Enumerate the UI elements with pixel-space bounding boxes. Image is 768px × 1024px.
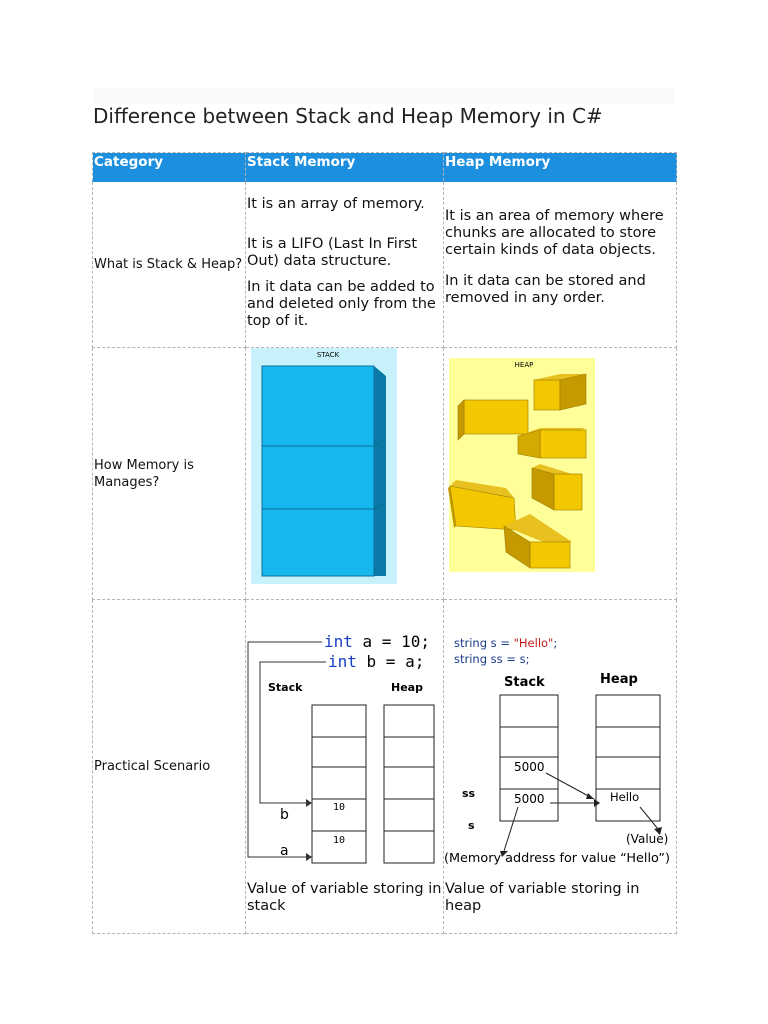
heap-code1-c: ; — [553, 636, 558, 650]
svg-text:string s = "Hello"; — [454, 636, 557, 650]
heap-scenario-cell — [444, 600, 677, 934]
heap-addr-2: 5000 — [514, 792, 545, 806]
heap-diagram-stack-label: Stack — [504, 675, 545, 690]
heap-what-1: It is an area of memory where chunks are allocated to store certain kinds of data objects. — [445, 208, 664, 258]
heap-image-cell — [444, 348, 677, 600]
stack-image-label: STACK — [316, 351, 340, 359]
heap-address-note: (Memory address for value “Hello”) — [444, 851, 670, 865]
heap-illustration — [444, 348, 676, 598]
stack-scenario-cell — [246, 600, 444, 934]
stack-diagram-stack-label: Stack — [268, 681, 303, 694]
category-how — [93, 348, 246, 600]
stack-caption: Value of variable storing in stack — [247, 881, 442, 914]
heap-image-label: HEAP — [514, 361, 534, 369]
heap-code1-b: "Hello" — [513, 636, 554, 650]
page-title: Difference between Stack and Heap Memory in C# — [93, 104, 603, 128]
heap-value-note: (Value) — [626, 832, 669, 846]
table-row-how — [93, 348, 677, 600]
header-heap-memory: Heap Memory — [444, 153, 677, 182]
code-line2-rest: b = a; — [356, 652, 425, 671]
heap-addr-1: 5000 — [514, 760, 545, 774]
category-how-text: How Memory is Manages? — [94, 457, 194, 490]
heap-value-hello: Hello — [610, 790, 640, 804]
code-line1-rest: a = 10; — [352, 632, 430, 651]
table-row-practical — [93, 600, 677, 934]
stack-value-a: 10 — [333, 835, 346, 846]
heap-scenario-diagram — [444, 603, 676, 881]
title-band — [93, 88, 675, 104]
table-row-what — [93, 182, 677, 348]
category-practical-text: Practical Scenario — [94, 759, 211, 774]
stack-what-cell — [246, 182, 444, 348]
comparison-table — [92, 152, 677, 934]
heap-code1-a: string s = — [454, 636, 514, 650]
stack-diagram-heap-label: Heap — [391, 681, 423, 694]
header-category: Category — [93, 153, 246, 182]
table-header-row — [93, 153, 677, 182]
heap-var-ss: ss — [462, 787, 476, 800]
heap-what-cell — [444, 182, 677, 348]
heap-var-s: s — [468, 819, 475, 832]
stack-scenario-diagram — [246, 603, 442, 881]
category-what — [93, 182, 246, 348]
stack-what-1: It is an array of memory. — [247, 196, 425, 212]
stack-illustration — [246, 348, 442, 598]
header-stack-memory: Stack Memory — [246, 153, 444, 182]
var-b-label: b — [280, 807, 289, 823]
svg-text:int a = 10; — [324, 632, 430, 651]
stack-what-2: It is a LIFO (Last In First Out) data structure. — [247, 236, 418, 269]
category-what-text: What is Stack & Heap? — [94, 257, 243, 272]
var-a-label: a — [280, 843, 289, 859]
svg-text:int b = a; — [328, 652, 424, 671]
stack-value-b: 10 — [333, 802, 346, 813]
heap-diagram-heap-label: Heap — [600, 672, 638, 687]
category-practical — [93, 600, 246, 934]
code-int-keyword-2: int — [328, 652, 357, 671]
stack-what-3: In it data can be added to and deleted only from the top of it. — [247, 279, 436, 329]
heap-what-2: In it data can be stored and removed in any order. — [445, 273, 646, 306]
stack-image-cell — [246, 348, 444, 600]
heap-code2: string ss = s; — [454, 652, 530, 666]
code-int-keyword-1: int — [324, 632, 353, 651]
heap-caption: Value of variable storing in heap — [445, 881, 640, 914]
